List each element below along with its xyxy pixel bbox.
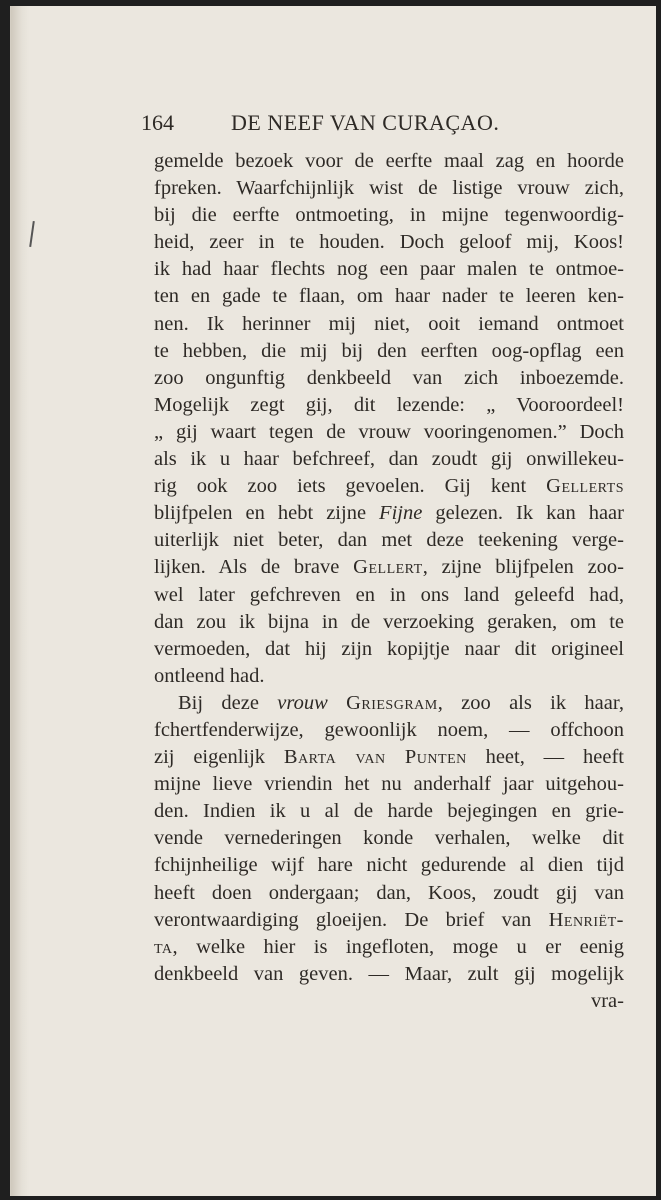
text-span: , zoo als ik haar, xyxy=(437,691,624,714)
text-line: heeft doen ondergaan; dan, Koos, zoudt gij van xyxy=(154,881,624,904)
text-line xyxy=(154,744,624,771)
page-header xyxy=(141,108,611,140)
book-page xyxy=(10,6,656,1196)
body-text xyxy=(154,148,624,1015)
text-line xyxy=(154,473,624,500)
text-line xyxy=(154,554,624,581)
name-griesgram: Griesgram xyxy=(346,691,438,714)
text-span: rig ook zoo iets gevoelen. Gij kent xyxy=(154,475,547,498)
text-line: fpreken. Waarfchijnlijk wist de listige vrouw zich, xyxy=(154,177,624,200)
text-line: gemelde bezoek voor de eerfte maal zag en hoorde xyxy=(154,150,624,172)
text-line: te hebben, die mij bij den eerften oog-opflag een xyxy=(154,339,624,362)
text-line: fchijnheilige wijf hare nicht gedurende al dien tijd xyxy=(154,854,624,877)
text-line xyxy=(154,934,624,961)
text-span: verontwaardiging gloeijen. De brief van xyxy=(154,908,549,931)
text-span: blijfpelen en hebt zijne xyxy=(154,502,380,525)
text-line: den. Indien ik u al de harde bejegingen en grie- xyxy=(154,800,624,823)
text-line: als ik u haar befchreef, dan zoudt gij onwillekeu- xyxy=(154,448,624,471)
text-line: ik had haar flechts nog een paar malen te ontmoe- xyxy=(154,258,624,281)
title-fijne: Fijne xyxy=(379,502,423,525)
text-line: heid, zeer in te houden. Doch geloof mij, Koos! xyxy=(154,231,624,254)
running-title: DE NEEF VAN CURAÇAO. xyxy=(231,110,500,135)
text-line xyxy=(154,500,624,527)
text-span: gelezen. Ik kan haar xyxy=(422,502,624,525)
name-gellert: Gellert xyxy=(353,556,423,579)
text-line: bij die eerfte ontmoeting, in mijne tegenwoordig- xyxy=(154,204,624,227)
name-gellerts: Gellerts xyxy=(546,475,624,498)
text-span: heet, — heeft xyxy=(466,746,624,769)
text-line: vende vernederingen konde verhalen, welke dit xyxy=(154,827,624,850)
text-span: lijken. Als de brave xyxy=(154,556,354,579)
name-barta: Barta van Punten xyxy=(283,746,467,769)
text-span: , welke hier is ingefloten, moge u er eenig xyxy=(172,935,624,958)
text-line: „ gij waart tegen de vrouw vooringenomen.” Doch xyxy=(154,420,624,443)
text-span: Bij deze xyxy=(178,691,278,714)
page-number: 164 xyxy=(141,110,174,135)
text-line: ten en gade te flaan, om haar nader te leeren ken- xyxy=(154,285,624,308)
pencil-mark xyxy=(29,221,35,247)
text-line: vermoeden, dat hij zijn kopijtje naar dit origineel xyxy=(154,637,624,660)
text-line: wel later gefchreven en in ons land geleefd had, xyxy=(154,583,624,606)
text-line: dan zou ik bijna in de verzoeking geraken, om te xyxy=(154,610,624,633)
text-line: mijne lieve vriendin het nu anderhalf jaar uitgehou- xyxy=(154,773,624,796)
text-line xyxy=(154,907,624,934)
text-line: Mogelijk zegt gij, dit lezende: „ Vooroordeel! xyxy=(154,393,624,416)
text-line: denkbeeld van geven. — Maar, zult gij mogelijk xyxy=(154,962,624,985)
catchword: vra- xyxy=(590,989,624,1012)
text-line: zoo ongunftig denkbeeld van zich inboezemde. xyxy=(154,366,624,389)
text-line xyxy=(154,690,624,717)
name-ta: ta xyxy=(154,935,173,958)
text-span: , zijne blijfpelen zoo- xyxy=(422,556,625,579)
text-line: fchertfenderwijze, gewoonlijk noem, — offchoon xyxy=(154,718,624,741)
text-line: ontleend had. xyxy=(154,664,265,687)
text-line: uiterlijk niet beter, dan met deze teekening verge- xyxy=(154,529,624,552)
word-vrouw: vrouw xyxy=(277,691,328,714)
page-gutter xyxy=(11,6,29,1196)
text-span: zij eigenlijk xyxy=(154,746,284,769)
name-henriet: Henriët- xyxy=(548,908,624,931)
text-line: nen. Ik herinner mij niet, ooit iemand ontmoet xyxy=(154,312,624,335)
